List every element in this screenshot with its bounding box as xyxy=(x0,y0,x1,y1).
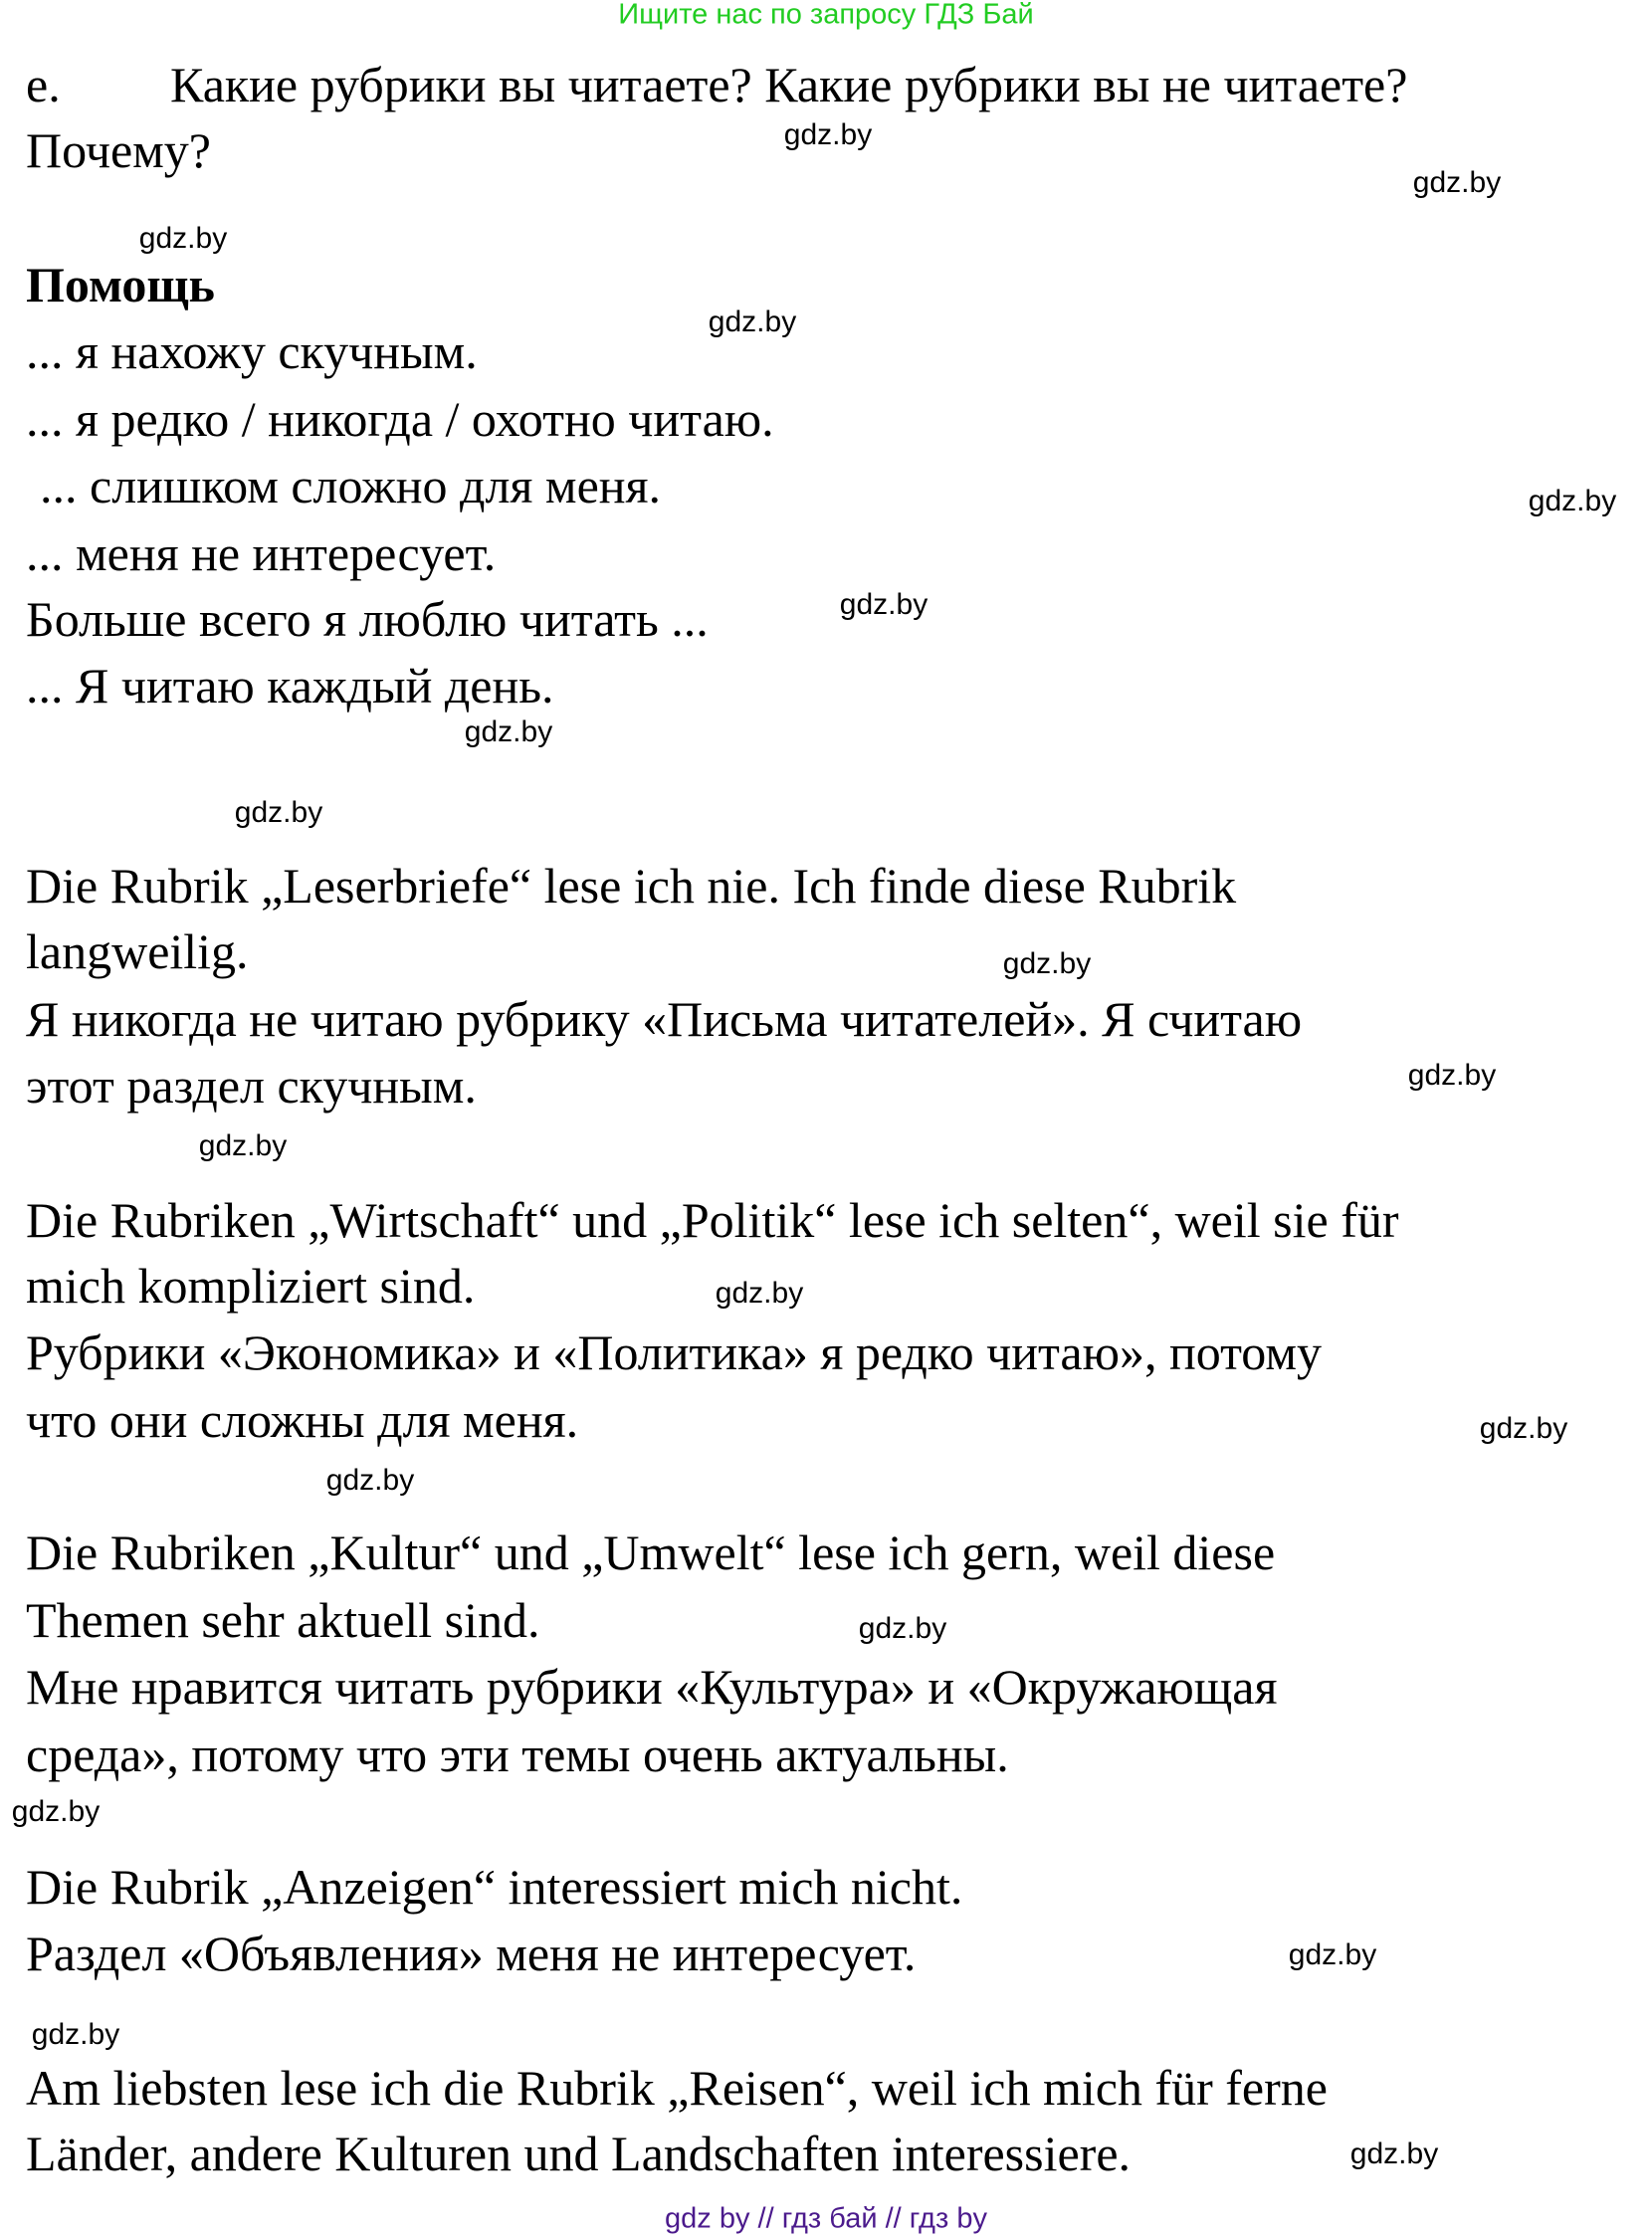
question-line-2: Почему? xyxy=(26,122,211,178)
help-item: ... я редко / никогда / охотно читаю. xyxy=(26,391,774,447)
watermark: gdz.by xyxy=(1412,166,1502,199)
answer-line: Themen sehr aktuell sind. xyxy=(26,1592,540,1648)
watermark: gdz.by xyxy=(1528,485,1617,517)
watermark: gdz.by xyxy=(1407,1059,1497,1092)
watermark: gdz.by xyxy=(1002,947,1092,980)
watermark: gdz.by xyxy=(234,796,323,829)
watermark: gdz.by xyxy=(1479,1412,1568,1445)
task-question xyxy=(26,52,1407,118)
watermark: gdz.by xyxy=(839,588,929,621)
watermark: gdz.by xyxy=(198,1129,288,1162)
answer-line: Я никогда не читаю рубрику «Письма читателей». Я считаю xyxy=(26,991,1303,1047)
help-title: Помощь xyxy=(26,257,215,312)
answer-line: что они сложны для меня. xyxy=(26,1392,579,1448)
watermark: gdz.by xyxy=(715,1277,804,1310)
answer-line: Die Rubrik „Leserbriefe“ lese ich nie. Ich finde diese Rubrik xyxy=(26,858,1237,914)
answer-line: Am liebsten lese ich die Rubrik „Reisen“, weil ich mich für ferne xyxy=(26,2060,1328,2116)
answer-line: Die Rubriken „Wirtschaft“ und „Politik“ lese ich selten“, weil sie für xyxy=(26,1192,1399,1248)
watermark: gdz.by xyxy=(464,715,553,748)
help-item: ... слишком сложно для меня. xyxy=(40,458,662,513)
question-line-1: Какие рубрики вы читаете? Какие рубрики вы не читаете? xyxy=(170,57,1408,112)
help-item: ... меня не интересует. xyxy=(26,525,497,581)
watermark: gdz.by xyxy=(1288,1938,1377,1971)
header-banner: Ищите нас по запросу ГДЗ Бай xyxy=(618,0,1034,31)
answer-line: langweilig. xyxy=(26,923,249,979)
answer-line: Раздел «Объявления» меня не интересует. xyxy=(26,1926,917,1981)
watermark: gdz.by xyxy=(11,1795,101,1828)
watermark: gdz.by xyxy=(31,2018,120,2051)
help-item: ... я нахожу скучным. xyxy=(26,323,478,379)
watermark: gdz.by xyxy=(325,1464,415,1497)
watermark: gdz.by xyxy=(138,222,228,255)
answer-line: этот раздел скучным. xyxy=(26,1058,477,1114)
answer-line: Рубрики «Экономика» и «Политика» я редко читаю», потому xyxy=(26,1324,1322,1380)
watermark: gdz.by xyxy=(708,305,797,338)
answer-line: Мне нравится читать рубрики «Культура» и «Окружающая xyxy=(26,1659,1278,1715)
watermark: gdz.by xyxy=(858,1612,947,1645)
footer-links: gdz by // гдз бай // гдз by xyxy=(665,2202,987,2235)
answer-line: среда», потому что эти темы очень актуальны. xyxy=(26,1727,1009,1782)
watermark: gdz.by xyxy=(783,118,873,151)
answer-line: Die Rubrik „Anzeigen“ interessiert mich nicht. xyxy=(26,1859,963,1915)
answer-line: Länder, andere Kulturen und Landschaften interessiere. xyxy=(26,2126,1132,2181)
task-label: е. xyxy=(26,57,61,112)
answer-line: Die Rubriken „Kultur“ und „Umwelt“ lese ich gern, weil diese xyxy=(26,1525,1276,1580)
answer-line: mich kompliziert sind. xyxy=(26,1258,476,1314)
help-item: ... Я читаю каждый день. xyxy=(26,658,554,713)
watermark: gdz.by xyxy=(1349,2137,1439,2170)
help-item: Больше всего я люблю читать ... xyxy=(26,591,709,647)
